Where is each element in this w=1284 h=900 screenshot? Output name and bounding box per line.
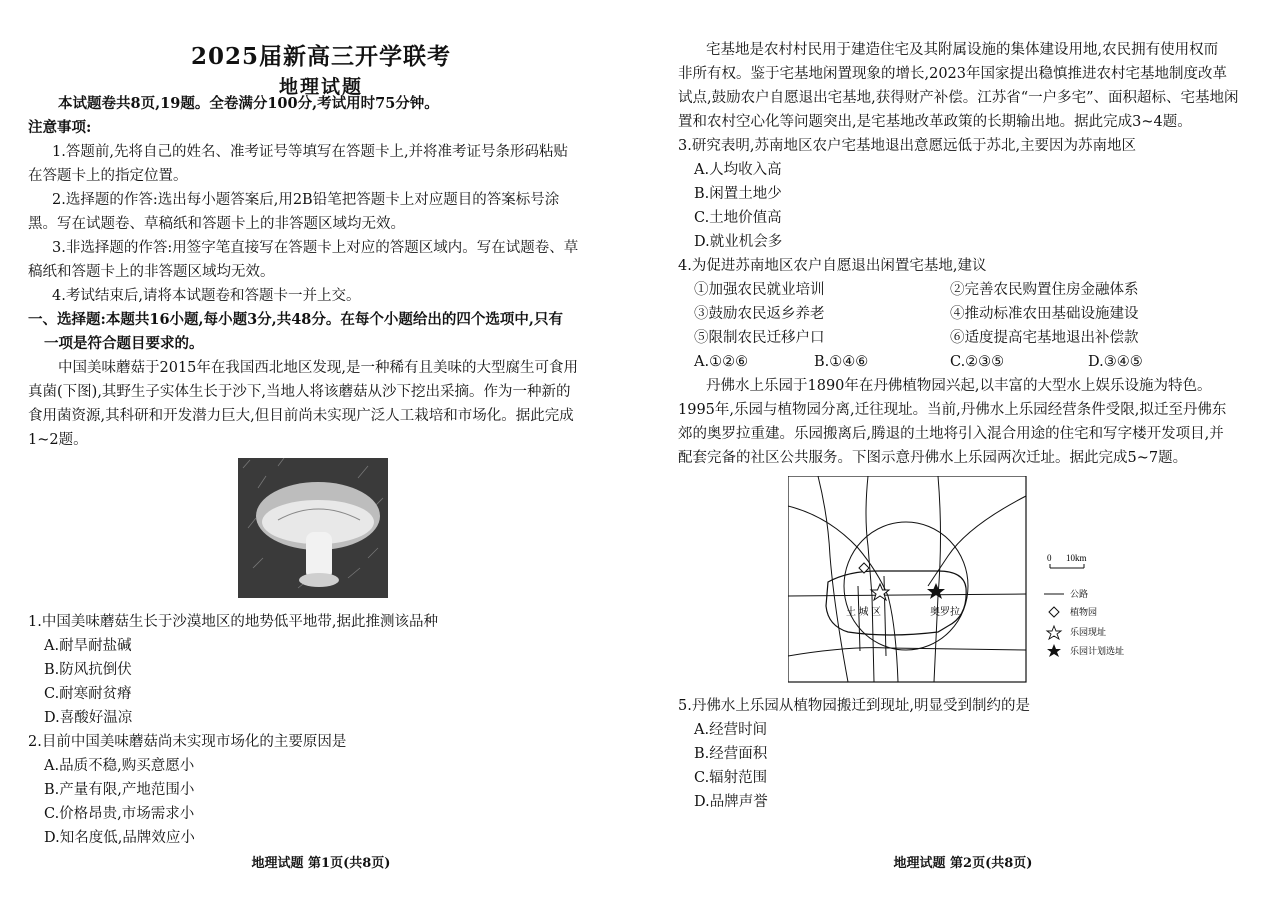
question-5-option[interactable]: A.经营时间	[694, 722, 768, 738]
question-5-stem: 5.丹佛水上乐园从植物园搬迁到现址,明显受到制约的是	[678, 698, 1030, 714]
legend-current-star-icon	[1047, 626, 1061, 639]
mushroom-illustration	[238, 458, 388, 598]
question-5-option[interactable]: B.经营面积	[694, 746, 768, 762]
question-3-option[interactable]: B.闲置土地少	[694, 186, 782, 202]
passage-line: 食用菌资源,其科研和开发潜力巨大,但目前尚未实现广泛人工栽培和市场化。据此完成	[28, 408, 574, 424]
passage-line: 真菌(下图),其野生子实体生长于沙下,当地人将该蘑菇从沙下挖出采摘。作为一种新的	[28, 384, 571, 400]
legend-garden-icon	[1049, 607, 1059, 617]
note-line: 在答题卡上的指定位置。	[28, 168, 188, 184]
note-line: 黑。写在试题卷、草稿纸和答题卡上的非答题区域均无效。	[28, 216, 405, 232]
question-5-option[interactable]: C.辐射范围	[694, 770, 768, 786]
question-1-option[interactable]: C.耐寒耐贫瘠	[44, 686, 132, 702]
question-4-item: ⑥适度提高宅基地退出补偿款	[950, 330, 1139, 346]
passage-line: 置和农村空心化等问题突出,是宅基地改革政策的长期输出地。据此完成3~4题。	[678, 114, 1192, 130]
question-1-option[interactable]: A.耐旱耐盐碱	[44, 638, 132, 654]
question-1-option[interactable]: D.喜酸好温凉	[44, 710, 133, 726]
question-2-option[interactable]: A.品质不稳,购买意愿小	[44, 758, 195, 774]
scale-label: 10km	[1066, 553, 1087, 563]
city-area-label: 土 城 区	[846, 607, 881, 618]
note-line: 稿纸和答题卡上的非答题区域均无效。	[28, 264, 275, 280]
passage-line: 试点,鼓励农户自愿退出宅基地,获得财产补偿。江苏省“一户多宅”、面积超标、宅基地闲	[678, 90, 1239, 106]
passage-line: 丹佛水上乐园于1890年在丹佛植物园兴起,以丰富的大型水上娱乐设施为特色。	[706, 378, 1212, 394]
question-4-option[interactable]: C.②③⑤	[950, 354, 1005, 370]
question-3-option[interactable]: D.就业机会多	[694, 234, 783, 250]
passage-line: 中国美味蘑菇于2015年在我国西北地区发现,是一种稀有且美味的大型腐生可食用	[58, 360, 579, 376]
question-4-item: ④推动标准农田基础设施建设	[950, 306, 1139, 322]
passage-line: 1~2题。	[28, 432, 88, 448]
question-3-option[interactable]: C.土地价值高	[694, 210, 782, 226]
section-heading: 一、选择题:本题共16小题,每小题3分,共48分。在每个小题给出的四个选项中,只有	[28, 311, 563, 328]
question-4-item: ⑤限制农民迁移户口	[694, 330, 825, 346]
notes-heading: 注意事项:	[28, 119, 92, 136]
question-2-stem: 2.目前中国美味蘑菇尚未实现市场化的主要原因是	[28, 734, 347, 750]
question-4-stem: 4.为促进苏南地区农户自愿退出闲置宅基地,建议	[678, 258, 987, 274]
note-line: 4.考试结束后,请将本试题卷和答题卡一并上交。	[52, 288, 361, 304]
page-footer: 地理试题 第1页(共8页)	[251, 856, 391, 871]
passage-line: 配套完备的社区公共服务。下图示意丹佛水上乐园两次迁址。据此完成5~7题。	[678, 450, 1188, 466]
aurora-label: 奥罗拉	[930, 607, 960, 618]
passage-line: 郊的奥罗拉重建。乐园搬离后,腾退的土地将引入混合用途的住宅和写字楼开发项目,并	[678, 426, 1224, 442]
question-5-option[interactable]: D.品牌声誉	[694, 794, 768, 810]
note-line: 1.答题前,先将自己的姓名、准考证号等填写在答题卡上,并将准考证号条形码粘贴	[52, 144, 569, 160]
question-3-stem: 3.研究表明,苏南地区农户宅基地退出意愿远低于苏北,主要因为苏南地区	[678, 138, 1137, 154]
question-4-item: ③鼓励农民返乡养老	[694, 306, 825, 322]
legend-road: 公路	[1070, 589, 1089, 599]
legend-planned-site: 乐园计划选址	[1070, 646, 1125, 656]
note-line: 3.非选择题的作答:用签字笔直接写在答题卡上对应的答题区域内。写在试题卷、草	[52, 240, 579, 256]
right-page	[642, 0, 1284, 900]
question-2-option[interactable]: C.价格昂贵,市场需求小	[44, 806, 195, 822]
scale-zero: 0	[1047, 553, 1052, 563]
question-4-option[interactable]: A.①②⑥	[694, 354, 749, 370]
question-4-item: ②完善农民购置住房金融体系	[950, 282, 1139, 298]
exam-subject: 地理试题	[278, 76, 363, 98]
section-heading-cont: 一项是符合题目要求的。	[44, 335, 204, 352]
question-2-option[interactable]: B.产量有限,产地范围小	[44, 782, 195, 798]
legend-planned-star-icon	[1047, 644, 1061, 657]
note-line: 2.选择题的作答:选出每小题答案后,用2B铅笔把答题卡上对应题目的答案标号涂	[52, 192, 560, 208]
question-3-option[interactable]: A.人均收入高	[694, 162, 782, 178]
question-2-option[interactable]: D.知名度低,品牌效应小	[44, 830, 195, 846]
question-4-item: ①加强农民就业培训	[694, 282, 825, 298]
question-4-option[interactable]: B.①④⑥	[814, 354, 869, 370]
passage-line: 1995年,乐园与植物园分离,迁往现址。当前,丹佛水上乐园经营条件受限,拟迁至丹佛东	[678, 402, 1227, 418]
exam-title: 2025届新高三开学联考	[190, 43, 451, 70]
denver-map	[788, 476, 1154, 688]
question-1-stem: 1.中国美味蘑菇生长于沙漠地区的地势低平地带,据此推测该品种	[28, 614, 438, 630]
page-footer: 地理试题 第2页(共8页)	[893, 856, 1033, 871]
legend-current-site: 乐园现址	[1070, 627, 1107, 637]
passage-line: 宅基地是农村村民用于建造住宅及其附属设施的集体建设用地,农民拥有使用权而	[706, 42, 1219, 58]
legend-garden: 植物园	[1070, 607, 1098, 617]
exam-info: 本试题卷共8页,19题。全卷满分100分,考试用时75分钟。	[58, 95, 439, 112]
map-svg	[788, 476, 1154, 688]
question-1-option[interactable]: B.防风抗倒伏	[44, 662, 132, 678]
question-4-option[interactable]: D.③④⑤	[1088, 354, 1143, 370]
mushroom-photo	[238, 458, 388, 598]
passage-line: 非所有权。鉴于宅基地闲置现象的增长,2023年国家提出稳慎推进农村宅基地制度改革	[678, 66, 1228, 82]
